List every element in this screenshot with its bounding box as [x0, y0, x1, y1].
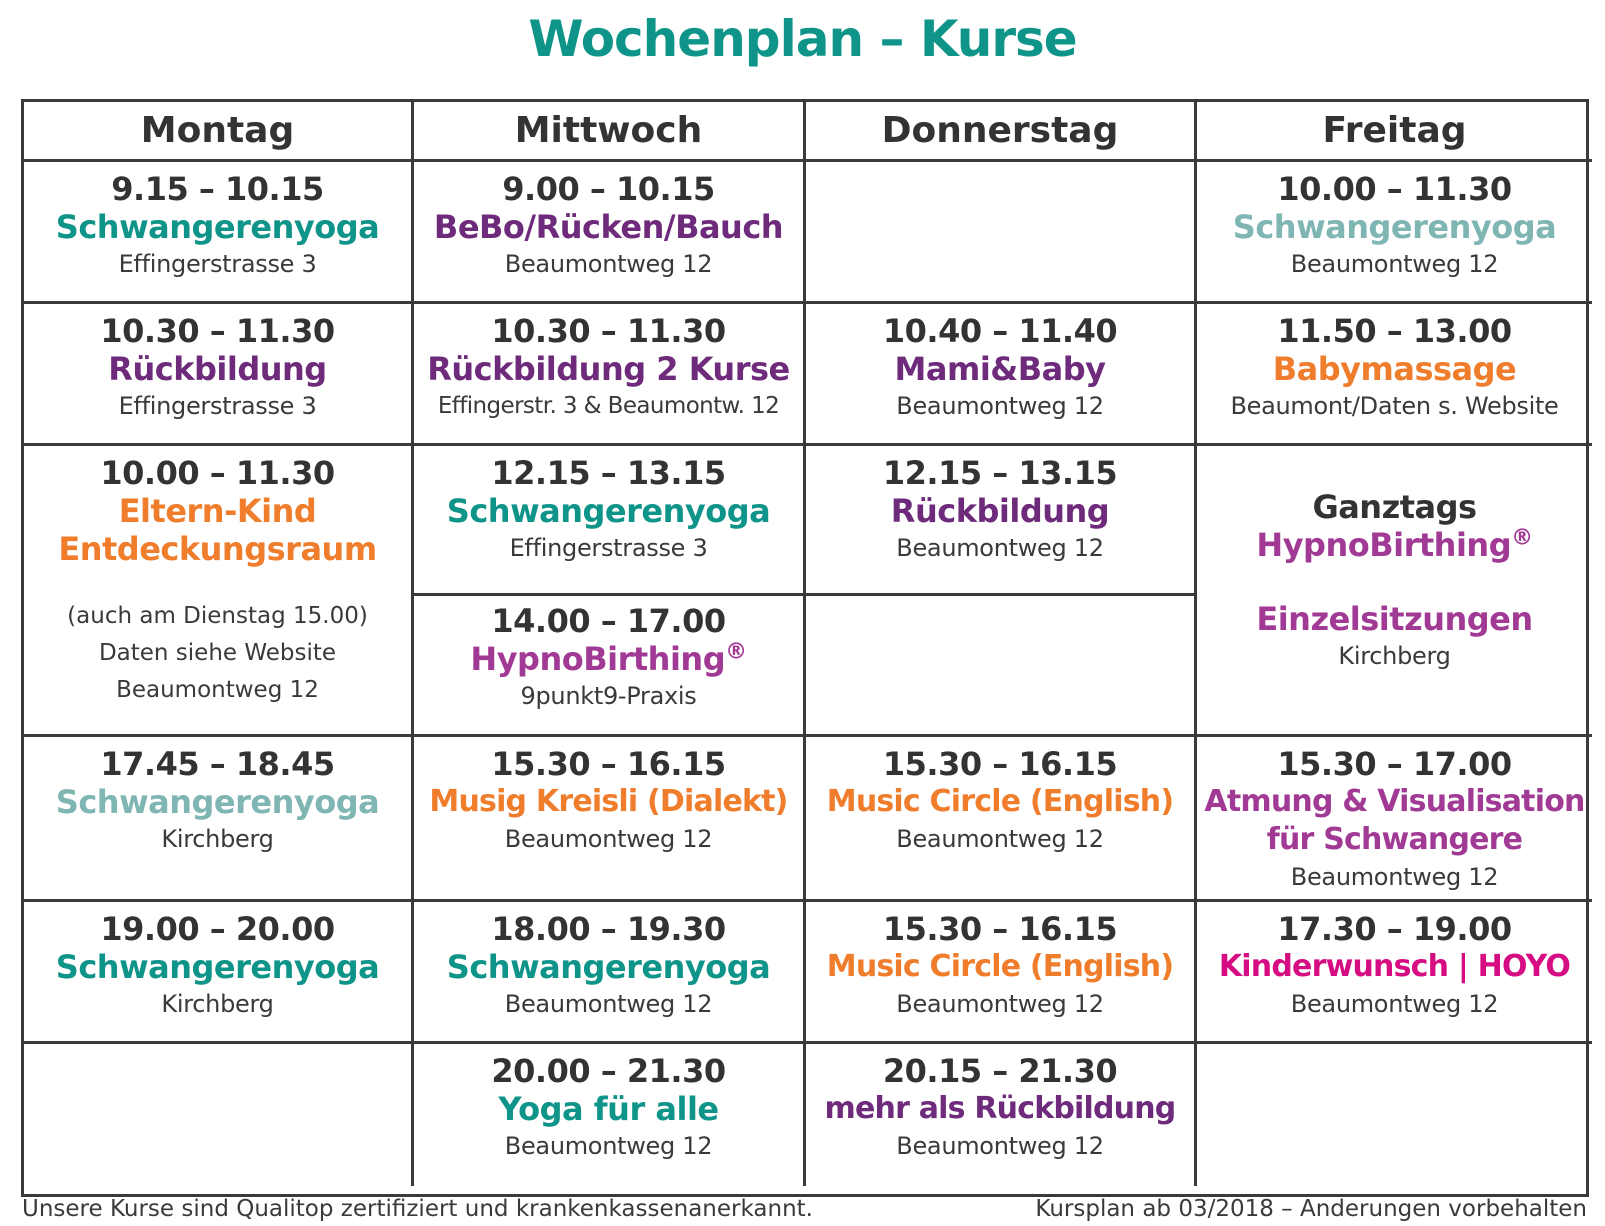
course-location: Beaumontweg 12 — [896, 990, 1104, 1018]
course-time: 17.30 – 19.00 — [1277, 910, 1512, 948]
course-cell-freitag-1 — [1197, 162, 1592, 304]
course-time: 14.00 – 17.00 — [491, 602, 726, 640]
course-cell-mittwoch-3 — [414, 446, 806, 596]
course-location: Beaumont/Daten s. Website — [1230, 392, 1559, 420]
course-location: Beaumontweg 12 — [116, 677, 319, 703]
course-location: Beaumontweg 12 — [896, 534, 1104, 562]
empty-cell — [806, 596, 1197, 737]
day-header-mittwoch: Mittwoch — [414, 102, 806, 162]
course-name: Eltern-Kind — [118, 492, 317, 530]
course-time: 12.15 – 13.15 — [882, 454, 1118, 492]
course-name: Music Circle (English) — [826, 949, 1174, 984]
course-time: 17.45 – 18.45 — [100, 745, 335, 783]
course-time: 10.00 – 11.30 — [1277, 170, 1512, 208]
course-cell-donnerstag-2 — [806, 304, 1197, 446]
course-name-text: HypnoBirthing — [1256, 526, 1512, 564]
course-cell-mittwoch-1 — [414, 162, 806, 304]
course-label: Ganztags — [1312, 488, 1477, 526]
empty-cell — [806, 162, 1197, 304]
course-time: 10.40 – 11.40 — [882, 312, 1118, 350]
course-cell-montag-3 — [24, 446, 414, 737]
course-name: mehr als Rückbildung — [824, 1091, 1176, 1126]
course-name: Kinderwunsch | HOYO — [1218, 949, 1571, 984]
course-name-secondary: Einzelsitzungen — [1256, 600, 1533, 638]
day-header-donnerstag: Donnerstag — [806, 102, 1197, 162]
course-time: 10.00 – 11.30 — [100, 454, 335, 492]
course-cell-donnerstag-7 — [806, 1044, 1197, 1186]
course-cell-freitag-5 — [1197, 737, 1592, 902]
course-cell-donnerstag-5 — [806, 737, 1197, 902]
registered-mark: ® — [725, 639, 747, 665]
course-cell-montag-1 — [24, 162, 414, 304]
course-time: 15.30 – 17.00 — [1277, 745, 1512, 783]
course-name: Rückbildung 2 Kurse — [427, 350, 790, 388]
course-time: 18.00 – 19.30 — [491, 910, 726, 948]
course-time: 12.15 – 13.15 — [491, 454, 726, 492]
course-name: BeBo/Rücken/Bauch — [433, 208, 784, 246]
schedule-table — [21, 99, 1589, 1197]
course-time: 15.30 – 16.15 — [491, 745, 726, 783]
footer-validity-note: Kursplan ab 03/2018 – Änderungen vorbehalten — [1035, 1196, 1587, 1222]
course-location: Effingerstr. 3 & Beaumontw. 12 — [437, 393, 780, 419]
course-time: 20.15 – 21.30 — [882, 1052, 1118, 1090]
course-name: Schwangerenyoga — [55, 208, 380, 246]
course-time: 10.30 – 11.30 — [100, 312, 335, 350]
course-cell-montag-5 — [24, 737, 414, 902]
course-cell-mittwoch-7 — [414, 1044, 806, 1186]
course-location: Beaumontweg 12 — [1290, 863, 1499, 891]
course-name: Atmung & Visualisation — [1204, 784, 1585, 819]
course-name: Rückbildung — [890, 492, 1110, 530]
day-header-montag: Montag — [24, 102, 414, 162]
course-name: Yoga für alle — [498, 1090, 719, 1128]
course-location: Beaumontweg 12 — [504, 250, 713, 278]
course-time: 11.50 – 13.00 — [1277, 312, 1512, 350]
course-cell-mittwoch-4 — [414, 596, 806, 737]
course-name-line2: Entdeckungsraum — [58, 530, 377, 568]
course-cell-freitag-3 — [1197, 446, 1592, 737]
course-cell-freitag-6 — [1197, 902, 1592, 1044]
course-cell-mittwoch-6 — [414, 902, 806, 1044]
course-time: 15.30 – 16.15 — [882, 745, 1118, 783]
course-location: Beaumontweg 12 — [896, 825, 1104, 853]
registered-mark: ® — [1511, 525, 1533, 551]
course-location: Beaumontweg 12 — [504, 1132, 713, 1160]
course-name: Schwangerenyoga — [55, 783, 380, 821]
course-name — [470, 640, 746, 678]
course-location: Kirchberg — [1338, 642, 1451, 670]
course-name: Mami&Baby — [894, 350, 1106, 388]
course-location: Beaumontweg 12 — [896, 1132, 1104, 1160]
course-note — [67, 598, 368, 709]
course-name: Schwangerenyoga — [1232, 208, 1557, 246]
course-location: Kirchberg — [161, 825, 274, 853]
course-cell-donnerstag-6 — [806, 902, 1197, 1044]
course-location: Effingerstrasse 3 — [509, 534, 708, 562]
empty-cell — [24, 1044, 414, 1186]
course-time: 10.30 – 11.30 — [491, 312, 726, 350]
course-cell-montag-2 — [24, 304, 414, 446]
course-name — [1256, 526, 1532, 564]
course-note-line: Daten siehe Website — [98, 640, 337, 666]
footer-certification-note: Unsere Kurse sind Qualitop zertifiziert und krankenkassenanerkannt. — [22, 1196, 813, 1222]
course-name-text: HypnoBirthing — [470, 640, 726, 678]
course-cell-freitag-2 — [1197, 304, 1592, 446]
course-name: Music Circle (English) — [826, 784, 1174, 819]
course-cell-montag-6 — [24, 902, 414, 1044]
course-time: 9.00 – 10.15 — [502, 170, 715, 208]
day-header-freitag: Freitag — [1197, 102, 1592, 162]
course-location: Beaumontweg 12 — [896, 392, 1104, 420]
course-cell-donnerstag-3 — [806, 446, 1197, 596]
course-name: Schwangerenyoga — [446, 492, 771, 530]
course-location: Effingerstrasse 3 — [118, 250, 317, 278]
course-location: Beaumontweg 12 — [1290, 250, 1499, 278]
course-time: 20.00 – 21.30 — [491, 1052, 726, 1090]
course-cell-mittwoch-5 — [414, 737, 806, 902]
course-name: Babymassage — [1272, 350, 1517, 388]
course-location: Beaumontweg 12 — [504, 990, 713, 1018]
course-location: Effingerstrasse 3 — [118, 392, 317, 420]
course-location: 9punkt9-Praxis — [520, 682, 697, 710]
course-note-line: (auch am Dienstag 15.00) — [67, 603, 368, 629]
page-title: Wochenplan – Kurse — [528, 10, 1077, 68]
course-name: Schwangerenyoga — [446, 948, 771, 986]
course-location: Kirchberg — [161, 990, 274, 1018]
course-name: Schwangerenyoga — [55, 948, 380, 986]
empty-cell — [1197, 1044, 1592, 1186]
course-name-line2: für Schwangere — [1266, 822, 1523, 857]
course-cell-mittwoch-2 — [414, 304, 806, 446]
course-location: Beaumontweg 12 — [1290, 990, 1499, 1018]
course-location: Beaumontweg 12 — [504, 825, 713, 853]
course-time: 15.30 – 16.15 — [882, 910, 1118, 948]
course-name: Musig Kreisli (Dialekt) — [429, 784, 788, 819]
course-time: 19.00 – 20.00 — [100, 910, 335, 948]
course-name: Rückbildung — [108, 350, 327, 388]
course-time: 9.15 – 10.15 — [111, 170, 324, 208]
